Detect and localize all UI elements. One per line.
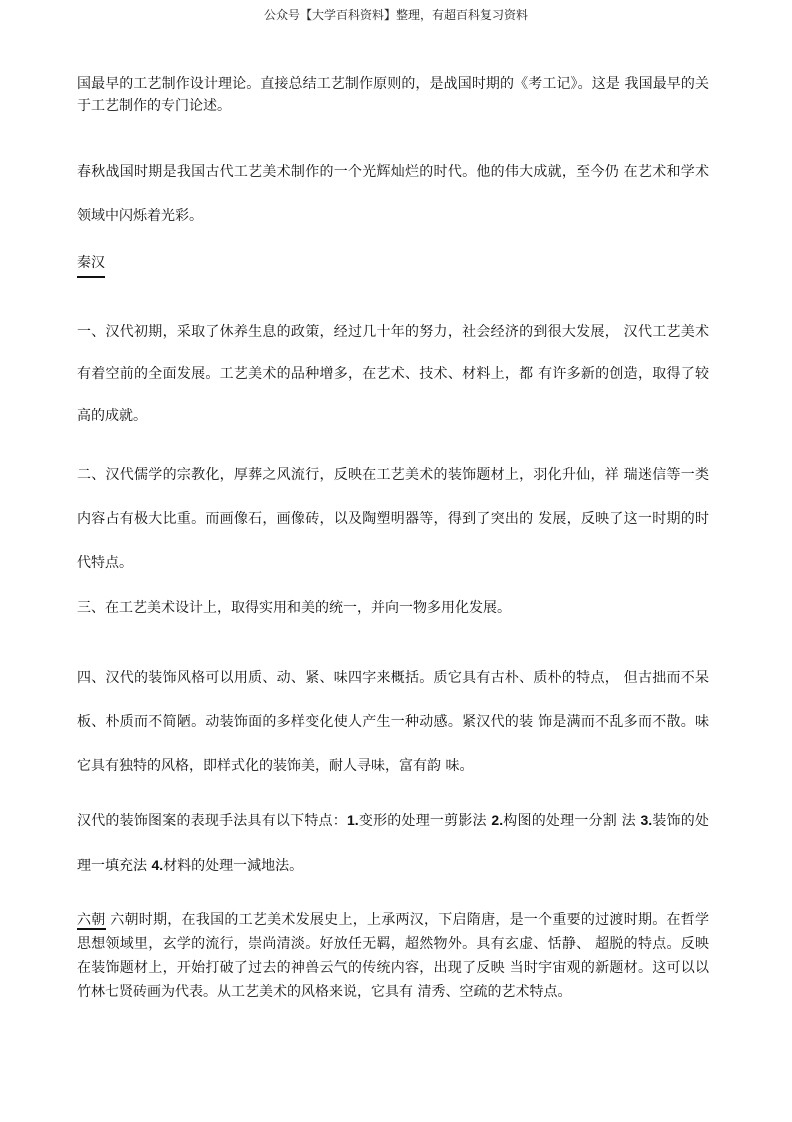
paragraph-han-point-4: 四、汉代的装饰风格可以用质、动、紧、味四字来概括。质它具有古朴、质朴的特点， 但古拙而不呆板、朴质而不简陋。动装饰面的多样变化使人产生一种动感。紧汉代的装 饰是满而不乱多而不散。味它具有独特的风格，即样式化的装饰美，耐人寻味，富有韵 味。 [77, 670, 709, 774]
section-label-liuchao: 六朝 [77, 912, 106, 928]
paragraph-han-point-3: 三、在工艺美术设计上，取得实用和美的统一，并向一物多用化发展。 [77, 600, 511, 616]
technique-text-3: 装饰的处理一填充法 [77, 813, 710, 874]
technique-text-4: 材料的处理一減地法。 [163, 858, 304, 874]
paragraph-han-point-2: 二、汉代儒学的宗教化，厚葬之风流行，反映在工艺美术的装饰题材上，羽化升仙，祥 瑞迷信等一类内容占有极大比重。而画像石，画像砖，以及陶塑明器等，得到了突出的 发展，反映了这一时期的时代特点。 [77, 467, 709, 571]
liuchao-text: 六朝时期，在我国的工艺美术发展史上，上承两汉，下启隋唐，是一个重要的过渡时期。在哲学思想领域里，玄学的流行，崇尚清淡。好放任无羁，超然物外。具有玄虚、恬静、 超脱的特点。反映在装饰题材上，开始打破了过去的神兽云气的传统内容，出现了反映 当时宇宙观的新题材。这可以以竹林七贤砖画为代表。从工艺美术的风格来说，它具有 清秀、空疏的艺术特点。 [77, 912, 710, 1000]
page-header: 公众号【大学百科资料】整理，有超百科复习资料 [263, 8, 528, 22]
technique-number-2: 2. [491, 812, 504, 828]
technique-number-1: 1. [346, 812, 359, 828]
technique-text-1: 变形的处理一剪影法 [358, 813, 492, 829]
paragraph-han-techniques [77, 798, 709, 888]
technique-text-2: 构图的处理一分割 法 [503, 813, 641, 829]
technique-number-3: 3. [640, 812, 653, 828]
techniques-intro: 汉代的装饰图案的表现手法具有以下特点： [77, 813, 347, 829]
paragraph-han-point-1: 一、汉代初期，采取了休养生息的政策，经过几十年的努力，社会经济的到很大发展， 汉代工艺美术有着空前的全面发展。工艺美术的品种增多，在艺术、技术、材料上，都 有许多新的创造，取得了较高的成就。 [77, 324, 709, 424]
paragraph-chunqiu-zhanguo: 春秋战国时期是我国古代工艺美术制作的一个光辉灿烂的时代。他的伟大成就，至今仍 在艺术和学术领域中闪烁着光彩。 [77, 164, 709, 224]
technique-number-4: 4. [151, 857, 164, 873]
paragraph-kaogongji: 国最早的工艺制作设计理论。直接总结工艺制作原则的，是战国时期的《考工记》。这是 我国最早的关于工艺制作的专门论述。 [77, 76, 709, 114]
section-heading-qinhan: 秦汉 [77, 252, 105, 278]
paragraph-liuchao [77, 908, 709, 1004]
